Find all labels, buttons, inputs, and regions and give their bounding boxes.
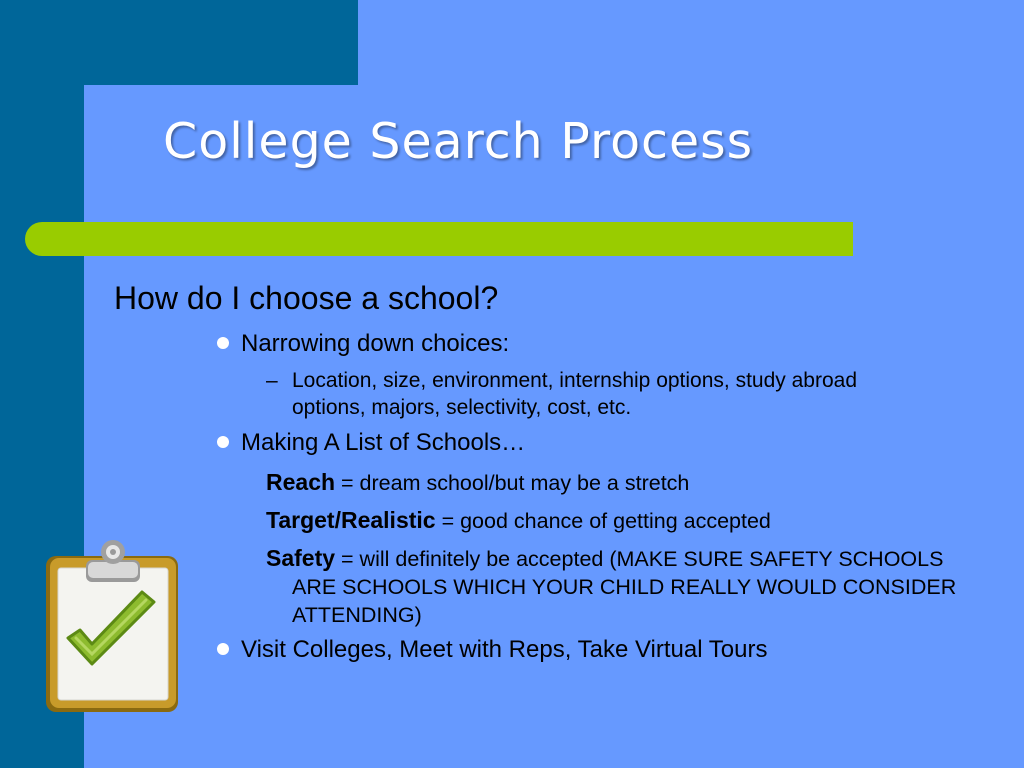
bullet-text: Making A List of Schools…: [241, 429, 526, 456]
slide-title: College Search Process: [163, 113, 754, 170]
list-item-target: [266, 506, 966, 535]
dash-icon: –: [266, 369, 278, 392]
list-item-safety: [266, 544, 992, 629]
term-description: = dream school/but may be a stretch: [335, 471, 690, 495]
bullet-dot-icon: [217, 436, 229, 448]
bullet-visit: [217, 636, 767, 664]
bullet-text: Visit Colleges, Meet with Reps, Take Virtual Tours: [241, 636, 768, 663]
clipboard-checkmark-icon: [42, 538, 182, 716]
sub-bullet-text: Location, size, environment, internship options, study abroad options, majors, selectivity, cost, etc.: [292, 369, 858, 419]
bullet-text: Narrowing down choices:: [241, 330, 510, 357]
bullet-making-list: [217, 429, 525, 457]
term-description: = good chance of getting accepted: [435, 509, 771, 533]
slide-heading: How do I choose a school?: [114, 280, 499, 316]
term-label: Reach: [266, 469, 336, 495]
bullet-dot-icon: [217, 337, 229, 349]
term-label: Target/Realistic: [266, 507, 436, 533]
bullet-narrowing: [217, 330, 509, 358]
list-item-reach: [266, 468, 966, 497]
term-label: Safety: [266, 545, 336, 571]
bullet-dot-icon: [217, 643, 229, 655]
term-description: = will definitely be accepted (MAKE SURE SAFETY SCHOOLS ARE SCHOOLS WHICH YOUR CHILD REALLY WOULD CONSIDER ATTENDING): [292, 547, 957, 627]
